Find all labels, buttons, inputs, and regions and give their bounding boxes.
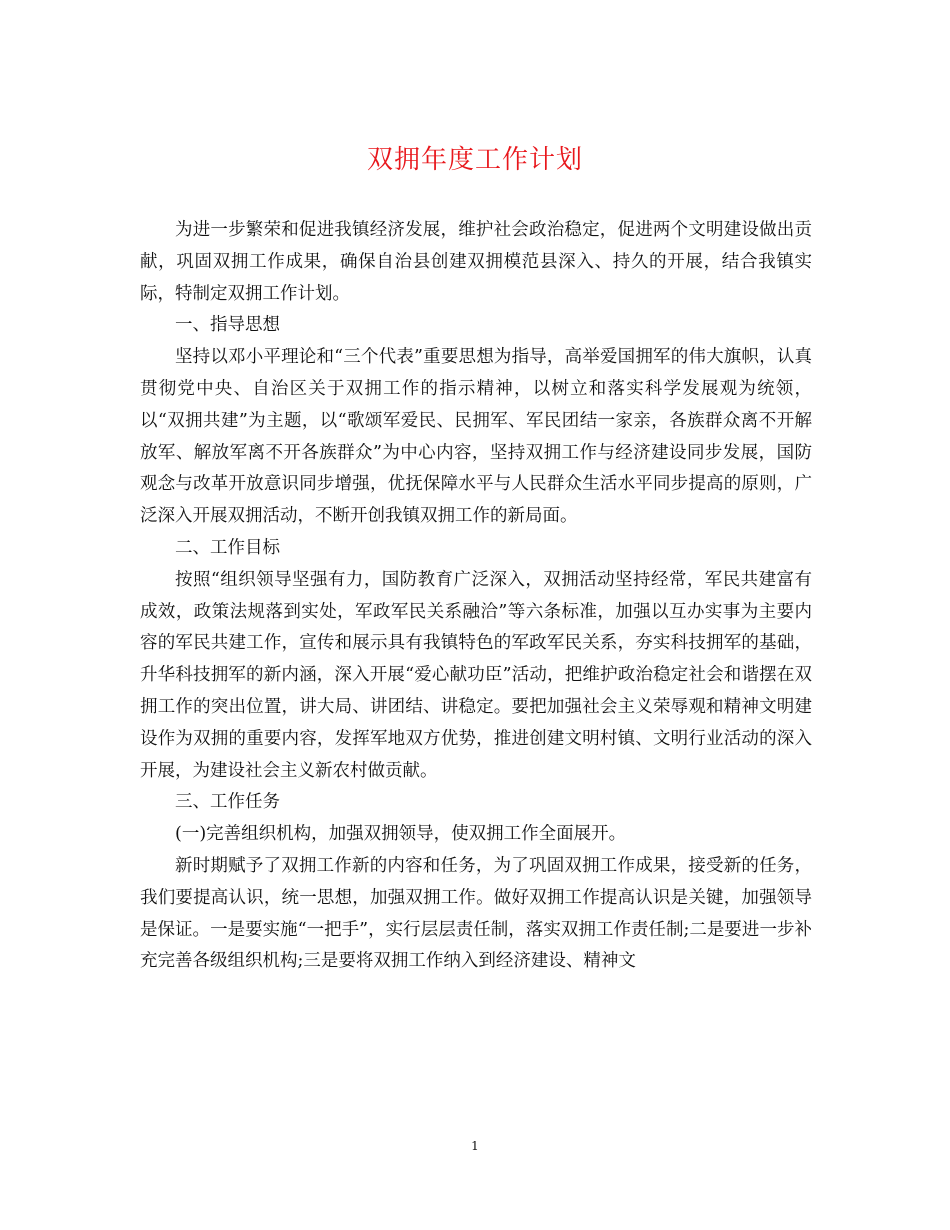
organization-paragraph: 新时期赋予了双拥工作新的内容和任务，为了巩固双拥工作成果，接受新的任务，我们要提高认识，统一思想，加强双拥工作。做好双拥工作提高认识是关键，加强领导是保证。一是要实施“一把手”，实行层层责任制，落实双拥工作责任制;二是要进一步补充完善各级组织机构;三是要将双拥工作纳入到经济建设、精神文 — [140, 855, 812, 972]
page-number: 1 — [471, 1139, 479, 1153]
section-heading-work-goals: 二、工作目标 — [175, 537, 280, 558]
guiding-ideology-paragraph: 坚持以邓小平理论和“三个代表”重要思想为指导，高举爱国拥军的伟大旗帜，认真贯彻党中央、自治区关于双拥工作的指示精神，以树立和落实科学发展观为统领，以“双拥共建”为主题，以“歌颂军爱民、民拥军、军民团结一家亲，各族群众离不开解放军、解放军离不开各族群众”为中心内容，坚持双拥工作与经济建设同步发展，国防观念与改革开放意识同步增强，优抚保障水平与人民群众生活水平同步提高的原则，广泛深入开展双拥活动，不断开创我镇双拥工作的新局面。 — [140, 347, 812, 527]
work-goals-paragraph: 按照“组织领导坚强有力，国防教育广泛深入，双拥活动坚持经常，军民共建富有成效，政策法规落到实处，军政军民关系融洽”等六条标准，加强以互办实事为主要内容的军民共建工作，宣传和展示具有我镇特色的军政军民关系，夯实科技拥军的基础，升华科技拥军的新内涵，深入开展“爱心献功臣”活动，把维护政治稳定社会和谐摆在双拥工作的突出位置，讲大局、讲团结、讲稳定。要把加强社会主义荣辱观和精神文明建设作为双拥的重要内容，发挥军地双方优势，推进创建文明村镇、文明行业活动的深入开展，为建设社会主义新农村做贡献。 — [140, 569, 812, 781]
section-heading-work-tasks: 三、工作任务 — [175, 792, 280, 813]
document-title: 双拥年度工作计划 — [366, 145, 583, 175]
subsection-heading-organization: (一)完善组织机构，加强双拥领导，使双拥工作全面展开。 — [175, 824, 627, 845]
intro-paragraph: 为进一步繁荣和促进我镇经济发展，维护社会政治稳定，促进两个文明建设做出贡献，巩固双拥工作成果，确保自治县创建双拥模范县深入、持久的开展，结合我镇实际，特制定双拥工作计划。 — [140, 220, 812, 304]
document-body — [140, 215, 812, 978]
section-heading-guiding-ideology: 一、指导思想 — [175, 315, 280, 336]
